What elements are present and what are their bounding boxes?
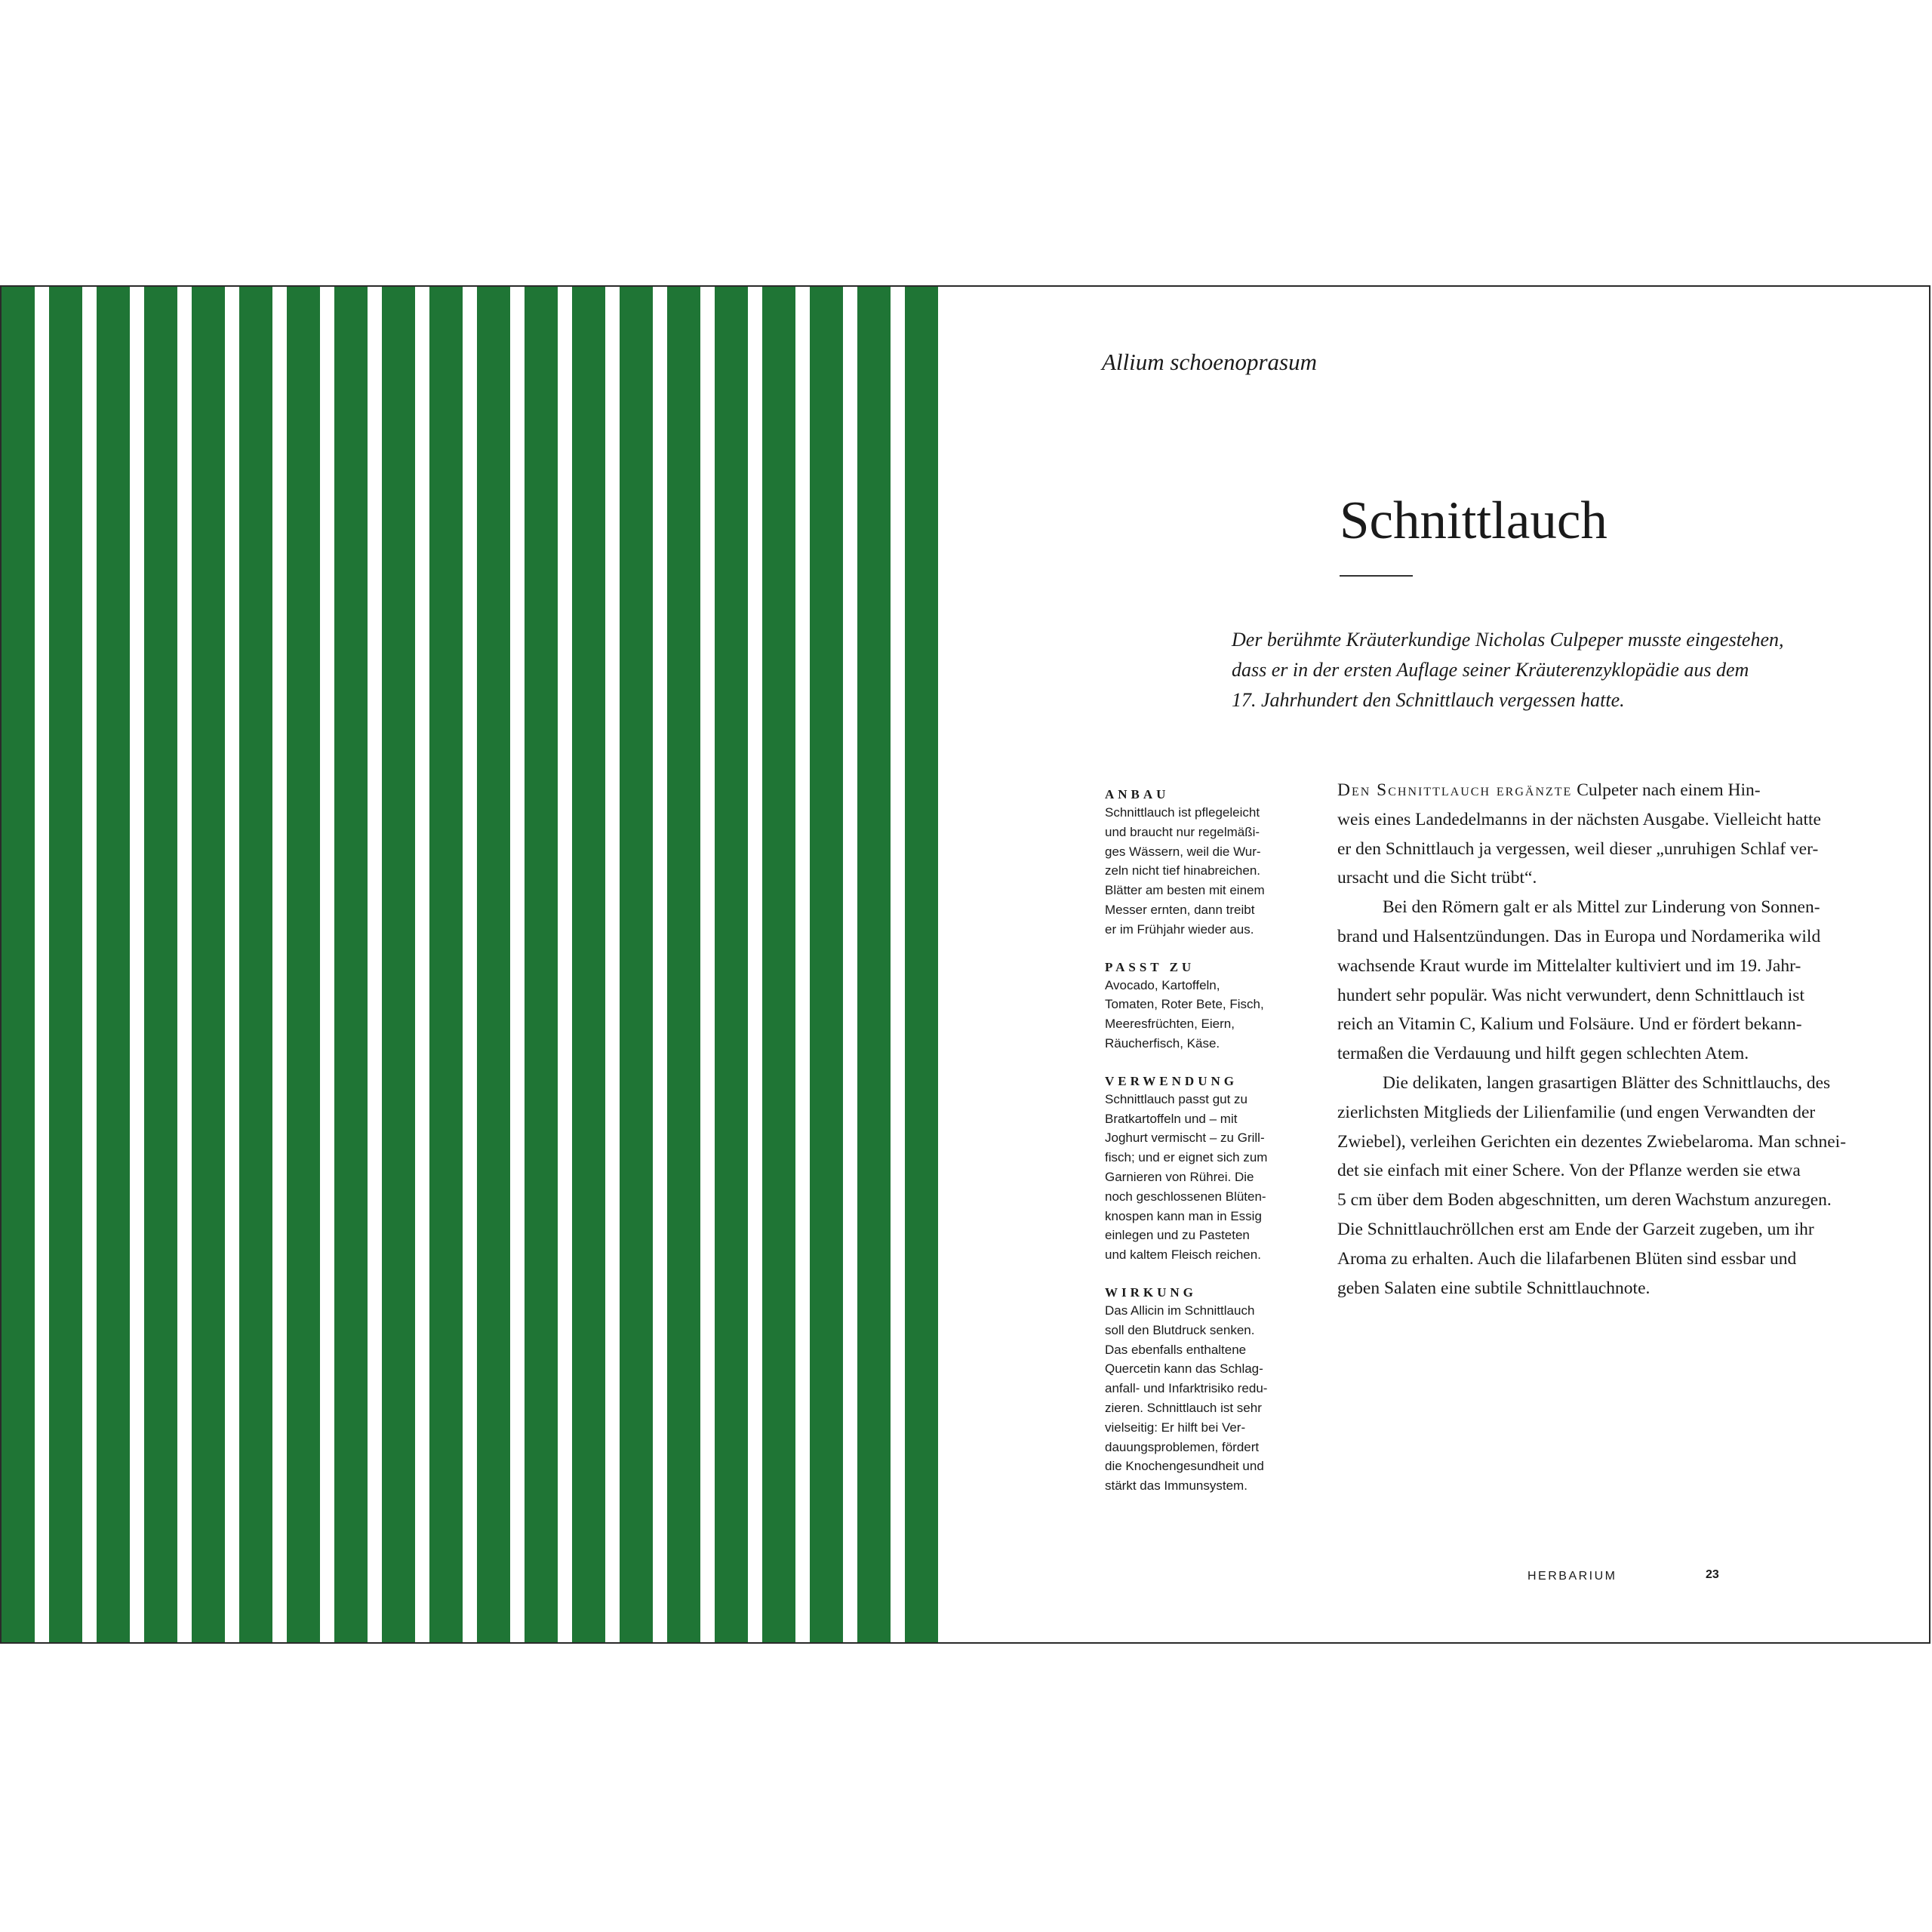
body-line-rest: Culpeter nach einem Hin-	[1572, 780, 1761, 800]
sidebar-line: Garnieren von Rührei. Die	[1105, 1169, 1254, 1184]
sidebar-section-anbau	[1105, 786, 1294, 940]
sidebar-line: anfall- und Infarktrisiko redu-	[1105, 1381, 1268, 1396]
body-line: reich an Vitamin C, Kalium und Folsäure. Und er fördert bekann-	[1337, 1014, 1802, 1035]
sidebar-line: dauungsproblemen, fördert	[1105, 1439, 1260, 1454]
body-line: er den Schnittlauch ja vergessen, weil dieser „unruhigen Schlaf ver-	[1337, 838, 1819, 859]
text-page	[966, 287, 1930, 1642]
body-line: brand und Halsentzündungen. Das in Europa und Nordamerika wild	[1337, 926, 1821, 946]
sidebar-line: er im Frühjahr wieder aus.	[1105, 921, 1254, 937]
sidebar-line: Bratkartoffeln und – mit	[1105, 1111, 1238, 1126]
sidebar-line: Blätter am besten mit einem	[1105, 883, 1265, 898]
sidebar	[1105, 786, 1294, 1515]
body-line: hundert sehr populär. Was nicht verwundert, denn Schnittlauch ist	[1337, 985, 1804, 1005]
intro-paragraph	[1232, 625, 1813, 715]
sidebar-heading: VERWENDUNG	[1105, 1073, 1238, 1088]
main-body-text	[1337, 776, 1888, 1303]
stripe-page-edge	[951, 287, 966, 1642]
sidebar-line: Joghurt vermischt – zu Grill-	[1105, 1131, 1265, 1146]
body-line: zierlichsten Mitglieds der Lilienfamilie (und engen Verwandten der	[1337, 1102, 1816, 1122]
sidebar-line: fisch; und er eignet sich zum	[1105, 1150, 1268, 1165]
body-line: Bei den Römern galt er als Mittel zur Linderung von Sonnen-	[1383, 897, 1820, 918]
body-line: ursacht und die Sicht trübt“.	[1337, 868, 1537, 888]
book-spread	[0, 285, 1930, 1644]
sidebar-line: Meeresfrüchten, Eiern,	[1105, 1017, 1235, 1032]
body-line: det sie einfach mit einer Schere. Von der Pflanze werden sie etwa	[1337, 1161, 1801, 1181]
body-line: Die Schnittlauchröllchen erst am Ende der Garzeit zugeben, um ihr	[1337, 1219, 1814, 1239]
sidebar-line: und braucht nur regelmäßi-	[1105, 824, 1260, 839]
sidebar-line: Räucherfisch, Käse.	[1105, 1035, 1220, 1051]
body-line: Zwiebel), verleihen Gerichten ein dezentes Zwiebelaroma. Man schnei-	[1337, 1131, 1847, 1152]
lead-small-caps: Den Schnittlauch ergänzte	[1337, 780, 1573, 800]
sidebar-line: und kaltem Fleisch reichen.	[1105, 1247, 1261, 1263]
intro-line: 17. Jahrhundert den Schnittlauch vergessen hatte.	[1232, 689, 1625, 711]
body-line: Aroma zu erhalten. Auch die lilafarbenen Blüten sind essbar und	[1337, 1248, 1797, 1269]
sidebar-line: zieren. Schnittlauch ist sehr	[1105, 1400, 1262, 1415]
body-line	[1337, 776, 1888, 805]
sidebar-section-wirkung	[1105, 1284, 1294, 1496]
sidebar-line: Tomaten, Roter Bete, Fisch,	[1105, 997, 1264, 1012]
body-line: wachsende Kraut wurde im Mittelalter kultiviert und im 19. Jahr-	[1337, 955, 1801, 976]
sidebar-heading: ANBAU	[1105, 787, 1170, 801]
body-line: weis eines Landedelmanns in der nächsten Ausgabe. Vielleicht hatte	[1337, 809, 1821, 829]
sidebar-line: Quercetin kann das Schlag-	[1105, 1361, 1263, 1377]
sidebar-line: Avocado, Kartoffeln,	[1105, 977, 1220, 992]
sidebar-line: Schnittlauch ist pflegeleicht	[1105, 805, 1260, 820]
sidebar-line: einlegen und zu Pasteten	[1105, 1228, 1250, 1243]
intro-line: dass er in der ersten Auflage seiner Kräuterenzyklopädie aus dem	[1232, 659, 1749, 681]
body-line: Die delikaten, langen grasartigen Blätter des Schnittlauchs, des	[1383, 1072, 1831, 1093]
sidebar-line: vielseitig: Er hilft bei Ver-	[1105, 1420, 1246, 1435]
sidebar-line: soll den Blutdruck senken.	[1105, 1322, 1255, 1337]
sidebar-line: die Knochengesundheit und	[1105, 1459, 1264, 1474]
sidebar-line: knospen kann man in Essig	[1105, 1208, 1262, 1223]
latin-name: Allium schoenoprasum	[1102, 349, 1318, 375]
green-stripe-pattern	[2, 287, 966, 1642]
running-footer: HERBARIUM	[1527, 1570, 1617, 1583]
sidebar-line: Messer ernten, dann treibt	[1105, 902, 1255, 917]
sidebar-line: Schnittlauch passt gut zu	[1105, 1091, 1248, 1106]
title-divider	[1340, 575, 1413, 577]
sidebar-heading: PASST ZU	[1105, 959, 1195, 974]
body-line: geben Salaten eine subtile Schnittlauchnote.	[1337, 1278, 1651, 1298]
sidebar-section-verwendung	[1105, 1073, 1294, 1265]
sidebar-line: Das Allicin im Schnittlauch	[1105, 1303, 1255, 1318]
intro-line: Der berühmte Kräuterkundige Nicholas Culpeper musste eingestehen,	[1232, 629, 1784, 651]
sidebar-line: zeln nicht tief hinabreichen.	[1105, 863, 1261, 878]
sidebar-line: ges Wässern, weil die Wur-	[1105, 844, 1261, 859]
sidebar-line: Das ebenfalls enthaltene	[1105, 1342, 1247, 1357]
page-title: Schnittlauch	[1340, 491, 1607, 550]
sidebar-line: stärkt das Immunsystem.	[1105, 1478, 1247, 1494]
sidebar-line: noch geschlossenen Blüten-	[1105, 1189, 1266, 1204]
body-line: 5 cm über dem Boden abgeschnitten, um deren Wachstum anzuregen.	[1337, 1190, 1832, 1211]
sidebar-heading: WIRKUNG	[1105, 1284, 1197, 1300]
sidebar-section-passt-zu	[1105, 959, 1294, 1054]
page-number: 23	[1706, 1568, 1719, 1581]
body-line: termaßen die Verdauung und hilft gegen schlechten Atem.	[1337, 1044, 1749, 1064]
